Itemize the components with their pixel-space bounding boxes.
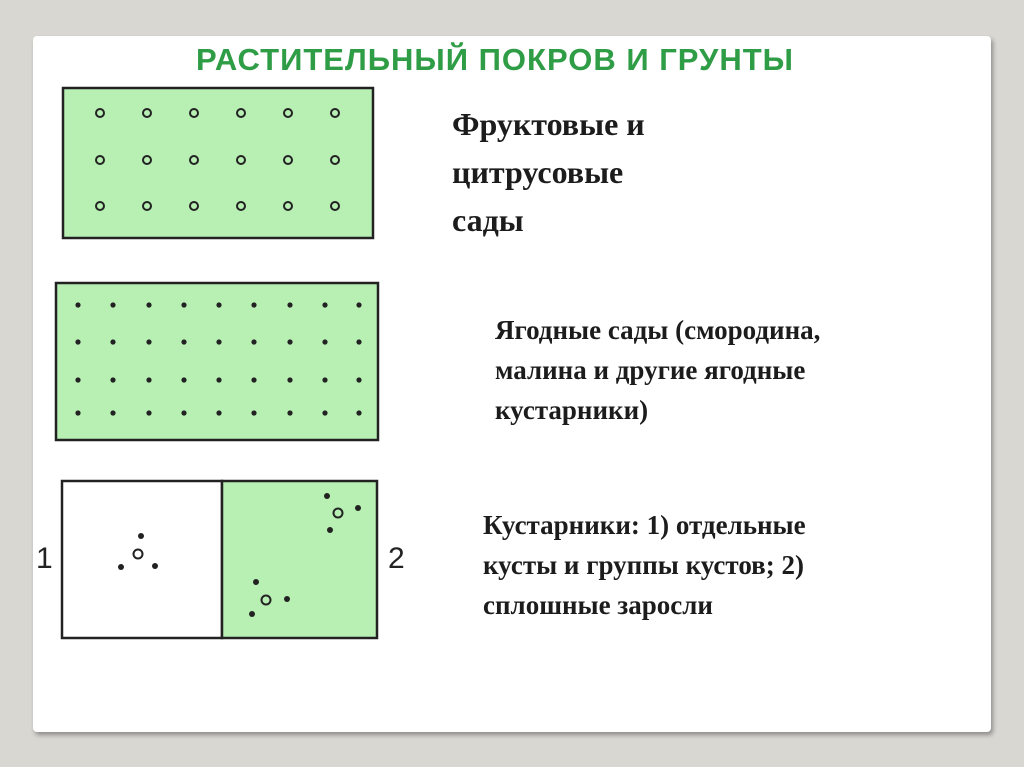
text-line: сады: [452, 202, 524, 238]
label-2: 2: [388, 542, 405, 575]
bush-marker: [356, 410, 361, 415]
text-line: кустарники): [495, 395, 649, 425]
orchard-symbol: [63, 88, 373, 238]
bush-marker: [216, 377, 221, 382]
bush-marker: [110, 410, 115, 415]
bush-marker: [110, 339, 115, 344]
text-line: Фруктовые и: [452, 106, 645, 142]
bush-marker: [146, 339, 151, 344]
bush-marker: [322, 302, 327, 307]
orchard-frame: [63, 88, 373, 238]
bush-marker: [251, 377, 256, 382]
bush-marker: [146, 410, 151, 415]
text-line: сплошные заросли: [483, 590, 713, 620]
bush-marker: [75, 339, 80, 344]
orchard-description: [452, 100, 752, 244]
bush-marker: [287, 377, 292, 382]
shrubs-separate-frame: [62, 481, 222, 638]
bush-marker: [75, 377, 80, 382]
bush-marker: [287, 339, 292, 344]
bush-marker: [251, 302, 256, 307]
text-line: цитрусовые: [452, 154, 624, 190]
text-line: кусты и группы кустов; 2): [483, 550, 804, 580]
shrubs-symbol: [36, 481, 405, 638]
bush-marker: [216, 302, 221, 307]
text-line: малина и другие ягодные: [495, 355, 806, 385]
bush-marker: [322, 410, 327, 415]
shrubs-thickets-frame: [222, 481, 377, 638]
bush-marker: [322, 339, 327, 344]
bush-marker: [181, 410, 186, 415]
bush-marker: [181, 339, 186, 344]
bush-marker: [75, 302, 80, 307]
shrubs-description: [483, 505, 923, 625]
slide-title: РАСТИТЕЛЬНЫЙ ПОКРОВ И ГРУНТЫ: [195, 42, 795, 77]
bush-marker: [251, 339, 256, 344]
bush-marker: [287, 302, 292, 307]
bush-marker: [75, 410, 80, 415]
bush-marker: [356, 377, 361, 382]
bush-marker: [322, 377, 327, 382]
bush-marker: [251, 410, 256, 415]
bush-marker: [146, 302, 151, 307]
berry-garden-symbol: [56, 283, 378, 440]
bush-marker: [216, 339, 221, 344]
bush-marker: [146, 377, 151, 382]
text-line: Кустарники: 1) отдельные: [483, 510, 806, 540]
bush-marker: [181, 377, 186, 382]
label-1: 1: [36, 542, 53, 575]
bush-marker: [110, 377, 115, 382]
bush-marker: [356, 339, 361, 344]
bush-marker: [181, 302, 186, 307]
bush-marker: [110, 302, 115, 307]
berry-garden-description: [495, 310, 935, 430]
bush-marker: [356, 302, 361, 307]
bush-marker: [216, 410, 221, 415]
bush-marker: [287, 410, 292, 415]
text-line: Ягодные сады (смородина,: [495, 315, 821, 345]
